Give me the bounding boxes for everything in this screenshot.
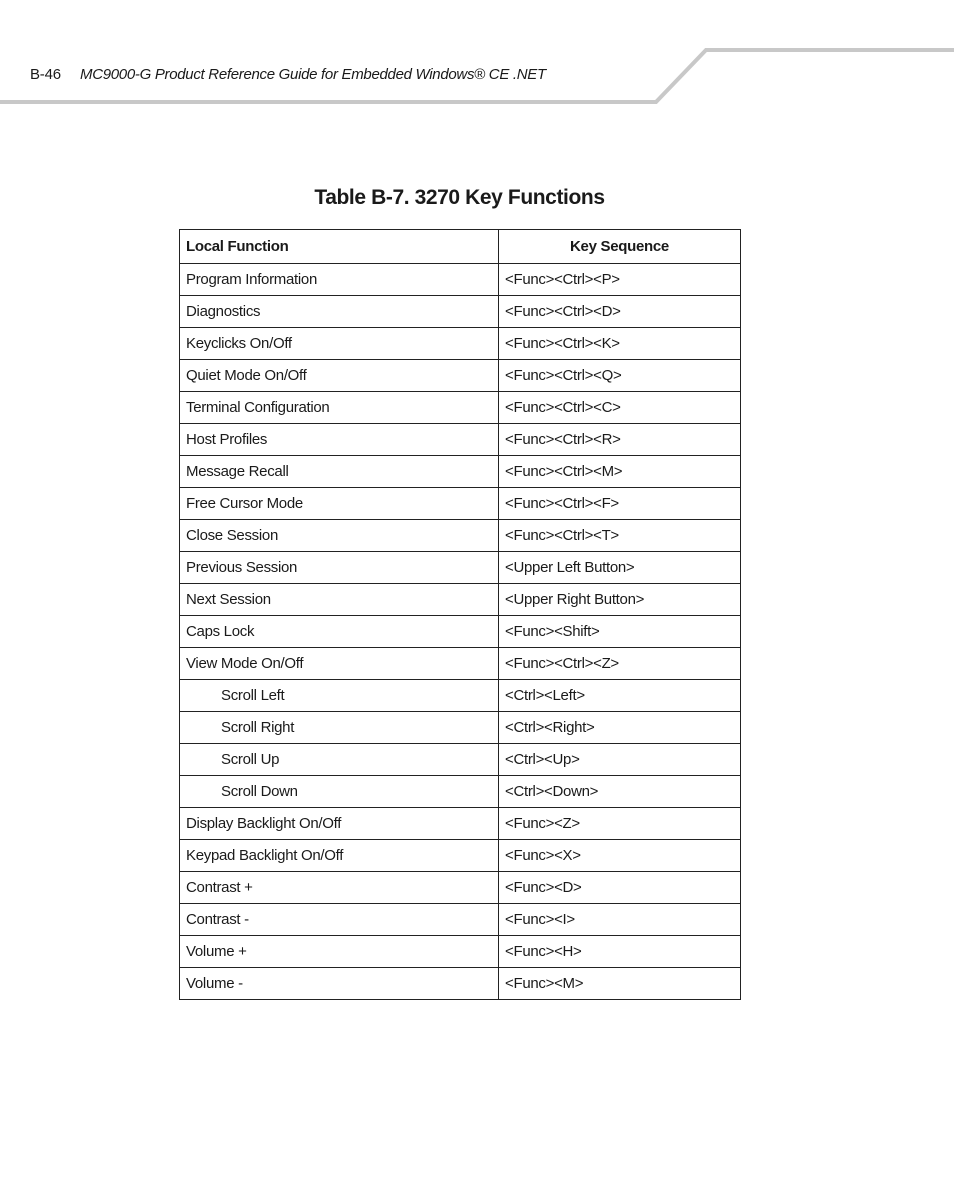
local-function-cell: Scroll Left: [180, 680, 499, 712]
table-row: [180, 328, 741, 360]
local-function-cell: View Mode On/Off: [180, 648, 499, 680]
table-row: [180, 872, 741, 904]
local-function-cell: Keypad Backlight On/Off: [180, 840, 499, 872]
table-row: [180, 904, 741, 936]
local-function-cell: Program Information: [180, 264, 499, 296]
table-row: [180, 936, 741, 968]
local-function-cell: Free Cursor Mode: [180, 488, 499, 520]
key-sequence-cell: <Func><M>: [499, 968, 741, 1000]
local-function-cell: Diagnostics: [180, 296, 499, 328]
key-sequence-cell: <Func><Shift>: [499, 616, 741, 648]
key-sequence-cell: <Func><Ctrl><M>: [499, 456, 741, 488]
key-sequence-cell: <Ctrl><Left>: [499, 680, 741, 712]
key-sequence-cell: <Func><Ctrl><Q>: [499, 360, 741, 392]
key-sequence-cell: <Func><Z>: [499, 808, 741, 840]
key-sequence-cell: <Func><Ctrl><P>: [499, 264, 741, 296]
key-sequence-cell: <Func><Ctrl><F>: [499, 488, 741, 520]
local-function-cell: Caps Lock: [180, 616, 499, 648]
table-row: [180, 552, 741, 584]
local-function-cell: Scroll Down: [180, 776, 499, 808]
local-function-cell: Scroll Right: [180, 712, 499, 744]
table-row: [180, 264, 741, 296]
key-sequence-cell: <Ctrl><Down>: [499, 776, 741, 808]
key-sequence-cell: <Func><Ctrl><T>: [499, 520, 741, 552]
table-row: [180, 712, 741, 744]
table-row: [180, 584, 741, 616]
key-sequence-cell: <Func><H>: [499, 936, 741, 968]
local-function-cell: Host Profiles: [180, 424, 499, 456]
table-row: [180, 296, 741, 328]
key-sequence-cell: <Func><Ctrl><R>: [499, 424, 741, 456]
header-rule: [0, 0, 954, 110]
local-function-cell: Contrast -: [180, 904, 499, 936]
table-row: [180, 840, 741, 872]
table-row: [180, 680, 741, 712]
table-row: [180, 744, 741, 776]
key-sequence-cell: <Func><Ctrl><K>: [499, 328, 741, 360]
table-row: [180, 392, 741, 424]
table-row: [180, 520, 741, 552]
local-function-cell: Quiet Mode On/Off: [180, 360, 499, 392]
key-sequence-cell: <Upper Right Button>: [499, 584, 741, 616]
local-function-cell: Terminal Configuration: [180, 392, 499, 424]
key-sequence-cell: <Ctrl><Up>: [499, 744, 741, 776]
column-header-local-function: Local Function: [180, 230, 499, 264]
page-number: B-46: [30, 66, 61, 83]
local-function-cell: Volume -: [180, 968, 499, 1000]
key-sequence-cell: <Upper Left Button>: [499, 552, 741, 584]
local-function-cell: Keyclicks On/Off: [180, 328, 499, 360]
local-function-cell: Next Session: [180, 584, 499, 616]
key-sequence-cell: <Func><Ctrl><Z>: [499, 648, 741, 680]
local-function-cell: Message Recall: [180, 456, 499, 488]
table-row: [180, 360, 741, 392]
key-sequence-cell: <Ctrl><Right>: [499, 712, 741, 744]
table-row: [180, 776, 741, 808]
key-functions-table: [179, 229, 741, 1000]
local-function-cell: Previous Session: [180, 552, 499, 584]
table-row: [180, 424, 741, 456]
table-caption: Table B-7. 3270 Key Functions: [314, 186, 605, 209]
local-function-cell: Display Backlight On/Off: [180, 808, 499, 840]
table-row: [180, 808, 741, 840]
local-function-cell: Close Session: [180, 520, 499, 552]
local-function-cell: Volume +: [180, 936, 499, 968]
key-sequence-cell: <Func><D>: [499, 872, 741, 904]
local-function-cell: Contrast +: [180, 872, 499, 904]
table-row: [180, 968, 741, 1000]
key-sequence-cell: <Func><Ctrl><D>: [499, 296, 741, 328]
key-sequence-cell: <Func><X>: [499, 840, 741, 872]
table-row: [180, 616, 741, 648]
column-header-key-sequence: Key Sequence: [499, 230, 741, 264]
document-title: MC9000-G Product Reference Guide for Embedded Windows® CE .NET: [80, 66, 546, 83]
key-sequence-cell: <Func><I>: [499, 904, 741, 936]
table-row: [180, 488, 741, 520]
table-header-row: [180, 230, 741, 264]
table-row: [180, 456, 741, 488]
key-sequence-cell: <Func><Ctrl><C>: [499, 392, 741, 424]
local-function-cell: Scroll Up: [180, 744, 499, 776]
table-row: [180, 648, 741, 680]
